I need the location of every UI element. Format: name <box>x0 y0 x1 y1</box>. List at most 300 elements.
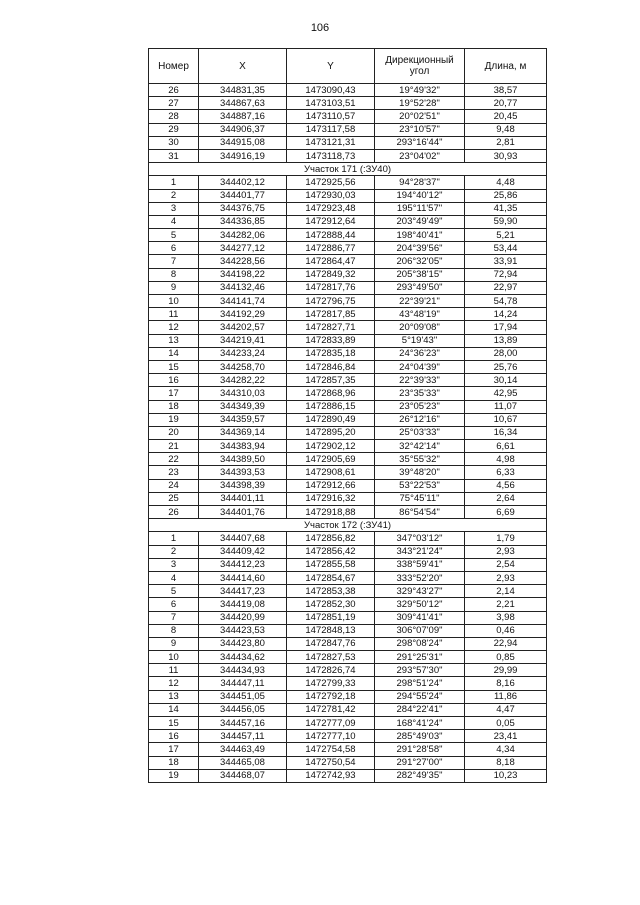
cell-length: 4,98 <box>465 453 547 466</box>
cell-number: 14 <box>149 703 199 716</box>
cell-x: 344887,16 <box>199 110 287 123</box>
cell-y: 1472852,30 <box>287 598 375 611</box>
cell-number: 15 <box>149 717 199 730</box>
cell-direction-angle: 24°04'39" <box>375 360 465 373</box>
cell-x: 344906,37 <box>199 123 287 136</box>
cell-direction-angle: 298°08'24" <box>375 637 465 650</box>
page-number: 106 <box>310 22 330 34</box>
cell-number: 6 <box>149 242 199 255</box>
cell-number: 12 <box>149 677 199 690</box>
cell-number: 3 <box>149 202 199 215</box>
cell-y: 1472777,10 <box>287 730 375 743</box>
cell-y: 1472886,15 <box>287 400 375 413</box>
cell-y: 1472930,03 <box>287 189 375 202</box>
cell-x: 344423,53 <box>199 624 287 637</box>
cell-y: 1472856,82 <box>287 532 375 545</box>
table-row <box>149 347 547 360</box>
cell-length: 13,89 <box>465 334 547 347</box>
cell-direction-angle: 285°49'03" <box>375 730 465 743</box>
cell-direction-angle: 338°59'41" <box>375 558 465 571</box>
cell-direction-angle: 206°32'05" <box>375 255 465 268</box>
cell-direction-angle: 86°54'54" <box>375 506 465 519</box>
cell-y: 1472857,35 <box>287 374 375 387</box>
cell-y: 1472781,42 <box>287 703 375 716</box>
cell-length: 10,23 <box>465 769 547 782</box>
table-row <box>149 532 547 545</box>
cell-number: 18 <box>149 756 199 769</box>
cell-direction-angle: 347°03'12" <box>375 532 465 545</box>
cell-direction-angle: 43°48'19" <box>375 308 465 321</box>
cell-y: 1472868,96 <box>287 387 375 400</box>
cell-length: 41,35 <box>465 202 547 215</box>
cell-direction-angle: 203°49'49" <box>375 215 465 228</box>
cell-y: 1472853,38 <box>287 585 375 598</box>
cell-y: 1472918,88 <box>287 506 375 519</box>
cell-direction-angle: 22°39'21" <box>375 295 465 308</box>
cell-length: 2,93 <box>465 571 547 584</box>
cell-length: 20,77 <box>465 97 547 110</box>
cell-x: 344419,08 <box>199 598 287 611</box>
cell-direction-angle: 205°38'15" <box>375 268 465 281</box>
cell-length: 8,16 <box>465 677 547 690</box>
cell-length: 14,24 <box>465 308 547 321</box>
cell-x: 344233,24 <box>199 347 287 360</box>
cell-y: 1472888,44 <box>287 229 375 242</box>
cell-direction-angle: 294°55'24" <box>375 690 465 703</box>
cell-x: 344465,08 <box>199 756 287 769</box>
cell-direction-angle: 329°43'27" <box>375 585 465 598</box>
cell-direction-angle: 94°28'37" <box>375 176 465 189</box>
cell-number: 29 <box>149 123 199 136</box>
table-row <box>149 664 547 677</box>
cell-length: 4,47 <box>465 703 547 716</box>
cell-number: 20 <box>149 426 199 439</box>
cell-number: 21 <box>149 440 199 453</box>
table-row <box>149 769 547 782</box>
cell-length: 6,61 <box>465 440 547 453</box>
cell-y: 1472912,64 <box>287 215 375 228</box>
cell-length: 33,91 <box>465 255 547 268</box>
cell-x: 344310,03 <box>199 387 287 400</box>
table-row <box>149 466 547 479</box>
table-row <box>149 440 547 453</box>
cell-y: 1472846,84 <box>287 360 375 373</box>
cell-y: 1473103,51 <box>287 97 375 110</box>
section-row <box>149 519 547 532</box>
cell-x: 344915,08 <box>199 136 287 149</box>
table-row <box>149 295 547 308</box>
cell-y: 1472792,18 <box>287 690 375 703</box>
cell-x: 344916,19 <box>199 149 287 162</box>
cell-length: 20,45 <box>465 110 547 123</box>
cell-length: 30,93 <box>465 149 547 162</box>
section-title: Участок 171 (:ЗУ40) <box>149 163 547 176</box>
table-row <box>149 123 547 136</box>
section-title: Участок 172 (:ЗУ41) <box>149 519 547 532</box>
cell-x: 344219,41 <box>199 334 287 347</box>
cell-y: 1472908,61 <box>287 466 375 479</box>
cell-x: 344398,39 <box>199 479 287 492</box>
cell-y: 1472827,53 <box>287 651 375 664</box>
table-row <box>149 571 547 584</box>
cell-direction-angle: 26°12'16" <box>375 413 465 426</box>
cell-y: 1472925,56 <box>287 176 375 189</box>
cell-y: 1473118,73 <box>287 149 375 162</box>
coordinates-table <box>148 48 547 783</box>
cell-y: 1472826,74 <box>287 664 375 677</box>
cell-x: 344198,22 <box>199 268 287 281</box>
table-row <box>149 545 547 558</box>
cell-length: 2,64 <box>465 492 547 505</box>
table-row <box>149 268 547 281</box>
cell-number: 2 <box>149 545 199 558</box>
cell-y: 1472851,19 <box>287 611 375 624</box>
cell-y: 1472905,69 <box>287 453 375 466</box>
cell-x: 344282,22 <box>199 374 287 387</box>
cell-length: 17,94 <box>465 321 547 334</box>
cell-length: 2,14 <box>465 585 547 598</box>
table-row <box>149 453 547 466</box>
cell-number: 19 <box>149 413 199 426</box>
cell-direction-angle: 5°19'43" <box>375 334 465 347</box>
table-header <box>149 49 547 84</box>
cell-x: 344401,76 <box>199 506 287 519</box>
cell-y: 1472916,32 <box>287 492 375 505</box>
cell-length: 9,48 <box>465 123 547 136</box>
cell-number: 4 <box>149 215 199 228</box>
table-row <box>149 598 547 611</box>
table-row <box>149 242 547 255</box>
cell-number: 25 <box>149 492 199 505</box>
cell-number: 30 <box>149 136 199 149</box>
cell-x: 344393,53 <box>199 466 287 479</box>
cell-length: 5,21 <box>465 229 547 242</box>
cell-direction-angle: 195°11'57" <box>375 202 465 215</box>
cell-number: 1 <box>149 176 199 189</box>
cell-x: 344451,05 <box>199 690 287 703</box>
cell-x: 344831,35 <box>199 84 287 97</box>
table-row <box>149 334 547 347</box>
header-y: Y <box>287 49 375 84</box>
cell-direction-angle: 293°49'50" <box>375 281 465 294</box>
header-direction-angle: Дирекционный угол <box>375 49 465 84</box>
cell-x: 344359,57 <box>199 413 287 426</box>
cell-number: 23 <box>149 466 199 479</box>
cell-y: 1472855,58 <box>287 558 375 571</box>
cell-direction-angle: 293°57'30" <box>375 664 465 677</box>
cell-number: 9 <box>149 637 199 650</box>
table-row <box>149 651 547 664</box>
cell-x: 344468,07 <box>199 769 287 782</box>
cell-length: 1,79 <box>465 532 547 545</box>
table-row <box>149 743 547 756</box>
cell-y: 1472817,85 <box>287 308 375 321</box>
cell-number: 26 <box>149 506 199 519</box>
cell-length: 6,69 <box>465 506 547 519</box>
cell-x: 344423,80 <box>199 637 287 650</box>
cell-number: 7 <box>149 611 199 624</box>
cell-direction-angle: 19°49'32" <box>375 84 465 97</box>
table-row <box>149 426 547 439</box>
table-row <box>149 136 547 149</box>
cell-x: 344202,57 <box>199 321 287 334</box>
table-row <box>149 202 547 215</box>
cell-number: 28 <box>149 110 199 123</box>
table-row <box>149 756 547 769</box>
cell-number: 7 <box>149 255 199 268</box>
cell-number: 11 <box>149 664 199 677</box>
table-row <box>149 717 547 730</box>
cell-number: 14 <box>149 347 199 360</box>
cell-length: 4,34 <box>465 743 547 756</box>
table-row <box>149 97 547 110</box>
table-row <box>149 176 547 189</box>
cell-number: 10 <box>149 295 199 308</box>
cell-length: 6,33 <box>465 466 547 479</box>
cell-x: 344414,60 <box>199 571 287 584</box>
cell-direction-angle: 35°55'32" <box>375 453 465 466</box>
cell-x: 344336,85 <box>199 215 287 228</box>
table-row <box>149 387 547 400</box>
cell-number: 12 <box>149 321 199 334</box>
cell-number: 9 <box>149 281 199 294</box>
cell-y: 1472912,66 <box>287 479 375 492</box>
cell-length: 53,44 <box>465 242 547 255</box>
cell-direction-angle: 282°49'35" <box>375 769 465 782</box>
cell-length: 28,00 <box>465 347 547 360</box>
cell-length: 11,07 <box>465 400 547 413</box>
cell-number: 16 <box>149 730 199 743</box>
cell-direction-angle: 293°16'44" <box>375 136 465 149</box>
table-row <box>149 229 547 242</box>
cell-length: 3,98 <box>465 611 547 624</box>
cell-number: 19 <box>149 769 199 782</box>
cell-y: 1472827,71 <box>287 321 375 334</box>
cell-number: 31 <box>149 149 199 162</box>
cell-direction-angle: 198°40'41" <box>375 229 465 242</box>
table-row <box>149 624 547 637</box>
cell-x: 344412,23 <box>199 558 287 571</box>
cell-y: 1472847,76 <box>287 637 375 650</box>
cell-y: 1472923,48 <box>287 202 375 215</box>
table-row <box>149 677 547 690</box>
cell-direction-angle: 306°07'09" <box>375 624 465 637</box>
cell-direction-angle: 291°28'58" <box>375 743 465 756</box>
cell-y: 1472817,76 <box>287 281 375 294</box>
cell-length: 29,99 <box>465 664 547 677</box>
cell-direction-angle: 291°27'00" <box>375 756 465 769</box>
table-row <box>149 281 547 294</box>
cell-y: 1473121,31 <box>287 136 375 149</box>
cell-length: 25,76 <box>465 360 547 373</box>
cell-x: 344457,16 <box>199 717 287 730</box>
cell-y: 1472833,89 <box>287 334 375 347</box>
cell-length: 72,94 <box>465 268 547 281</box>
table-row <box>149 84 547 97</box>
cell-x: 344463,49 <box>199 743 287 756</box>
cell-length: 2,54 <box>465 558 547 571</box>
table-row <box>149 400 547 413</box>
cell-length: 11,86 <box>465 690 547 703</box>
table-row <box>149 479 547 492</box>
cell-x: 344389,50 <box>199 453 287 466</box>
cell-x: 344277,12 <box>199 242 287 255</box>
cell-number: 13 <box>149 690 199 703</box>
cell-y: 1472750,54 <box>287 756 375 769</box>
cell-length: 8,18 <box>465 756 547 769</box>
cell-number: 24 <box>149 479 199 492</box>
cell-y: 1472854,67 <box>287 571 375 584</box>
table-row <box>149 730 547 743</box>
cell-x: 344132,46 <box>199 281 287 294</box>
cell-length: 42,95 <box>465 387 547 400</box>
cell-y: 1472895,20 <box>287 426 375 439</box>
cell-y: 1472886,77 <box>287 242 375 255</box>
cell-number: 5 <box>149 585 199 598</box>
cell-direction-angle: 333°52'20" <box>375 571 465 584</box>
cell-number: 3 <box>149 558 199 571</box>
cell-direction-angle: 291°25'31" <box>375 651 465 664</box>
cell-direction-angle: 284°22'41" <box>375 703 465 716</box>
cell-x: 344402,12 <box>199 176 287 189</box>
cell-length: 25,86 <box>465 189 547 202</box>
cell-x: 344407,68 <box>199 532 287 545</box>
table-row <box>149 558 547 571</box>
cell-y: 1472835,18 <box>287 347 375 360</box>
cell-number: 27 <box>149 97 199 110</box>
cell-length: 10,67 <box>465 413 547 426</box>
cell-length: 38,57 <box>465 84 547 97</box>
cell-number: 15 <box>149 360 199 373</box>
cell-direction-angle: 53°22'53" <box>375 479 465 492</box>
table-row <box>149 149 547 162</box>
table-row <box>149 308 547 321</box>
cell-length: 2,93 <box>465 545 547 558</box>
cell-number: 22 <box>149 453 199 466</box>
cell-number: 4 <box>149 571 199 584</box>
cell-number: 2 <box>149 189 199 202</box>
cell-y: 1472796,75 <box>287 295 375 308</box>
cell-x: 344258,70 <box>199 360 287 373</box>
cell-direction-angle: 19°52'28" <box>375 97 465 110</box>
cell-length: 54,78 <box>465 295 547 308</box>
cell-x: 344369,14 <box>199 426 287 439</box>
table-row <box>149 585 547 598</box>
cell-x: 344383,94 <box>199 440 287 453</box>
table-row <box>149 215 547 228</box>
cell-x: 344409,42 <box>199 545 287 558</box>
cell-direction-angle: 298°51'24" <box>375 677 465 690</box>
cell-x: 344417,23 <box>199 585 287 598</box>
cell-direction-angle: 23°10'57" <box>375 123 465 136</box>
cell-direction-angle: 32°42'14" <box>375 440 465 453</box>
cell-x: 344447,11 <box>199 677 287 690</box>
cell-x: 344434,93 <box>199 664 287 677</box>
cell-number: 17 <box>149 743 199 756</box>
cell-x: 344434,62 <box>199 651 287 664</box>
cell-y: 1472902,12 <box>287 440 375 453</box>
table-row <box>149 255 547 268</box>
table-row <box>149 703 547 716</box>
cell-length: 0,85 <box>465 651 547 664</box>
cell-x: 344282,06 <box>199 229 287 242</box>
table-row <box>149 492 547 505</box>
cell-direction-angle: 168°41'24" <box>375 717 465 730</box>
table-row <box>149 413 547 426</box>
cell-number: 5 <box>149 229 199 242</box>
cell-number: 11 <box>149 308 199 321</box>
cell-y: 1472848,13 <box>287 624 375 637</box>
cell-x: 344376,75 <box>199 202 287 215</box>
cell-y: 1473117,58 <box>287 123 375 136</box>
cell-direction-angle: 23°35'33" <box>375 387 465 400</box>
section-row <box>149 163 547 176</box>
cell-direction-angle: 20°09'08" <box>375 321 465 334</box>
cell-x: 344457,11 <box>199 730 287 743</box>
cell-number: 8 <box>149 624 199 637</box>
table-row <box>149 637 547 650</box>
table-row <box>149 321 547 334</box>
cell-length: 22,97 <box>465 281 547 294</box>
cell-number: 26 <box>149 84 199 97</box>
cell-length: 30,14 <box>465 374 547 387</box>
cell-length: 4,48 <box>465 176 547 189</box>
cell-direction-angle: 25°03'33" <box>375 426 465 439</box>
cell-x: 344420,99 <box>199 611 287 624</box>
table-row <box>149 110 547 123</box>
cell-direction-angle: 309°41'41" <box>375 611 465 624</box>
cell-length: 4,56 <box>465 479 547 492</box>
cell-x: 344401,11 <box>199 492 287 505</box>
table-row <box>149 374 547 387</box>
cell-x: 344349,39 <box>199 400 287 413</box>
cell-direction-angle: 23°04'02" <box>375 149 465 162</box>
cell-number: 10 <box>149 651 199 664</box>
cell-length: 2,21 <box>465 598 547 611</box>
cell-y: 1472890,49 <box>287 413 375 426</box>
cell-y: 1472856,42 <box>287 545 375 558</box>
cell-x: 344192,29 <box>199 308 287 321</box>
cell-y: 1472849,32 <box>287 268 375 281</box>
cell-number: 6 <box>149 598 199 611</box>
cell-x: 344867,63 <box>199 97 287 110</box>
cell-y: 1472864,47 <box>287 255 375 268</box>
cell-direction-angle: 204°39'56" <box>375 242 465 255</box>
cell-number: 8 <box>149 268 199 281</box>
cell-length: 0,46 <box>465 624 547 637</box>
cell-number: 13 <box>149 334 199 347</box>
cell-x: 344456,05 <box>199 703 287 716</box>
header-row <box>149 49 547 84</box>
cell-number: 17 <box>149 387 199 400</box>
table-row <box>149 360 547 373</box>
cell-length: 0,05 <box>465 717 547 730</box>
cell-y: 1472777,09 <box>287 717 375 730</box>
table-row <box>149 690 547 703</box>
cell-y: 1473090,43 <box>287 84 375 97</box>
cell-direction-angle: 329°50'12" <box>375 598 465 611</box>
header-x: X <box>199 49 287 84</box>
cell-length: 2,81 <box>465 136 547 149</box>
cell-number: 1 <box>149 532 199 545</box>
cell-length: 23,41 <box>465 730 547 743</box>
cell-direction-angle: 343°21'24" <box>375 545 465 558</box>
table-row <box>149 611 547 624</box>
cell-length: 16,34 <box>465 426 547 439</box>
cell-x: 344228,56 <box>199 255 287 268</box>
table-row <box>149 506 547 519</box>
header-number: Номер <box>149 49 199 84</box>
